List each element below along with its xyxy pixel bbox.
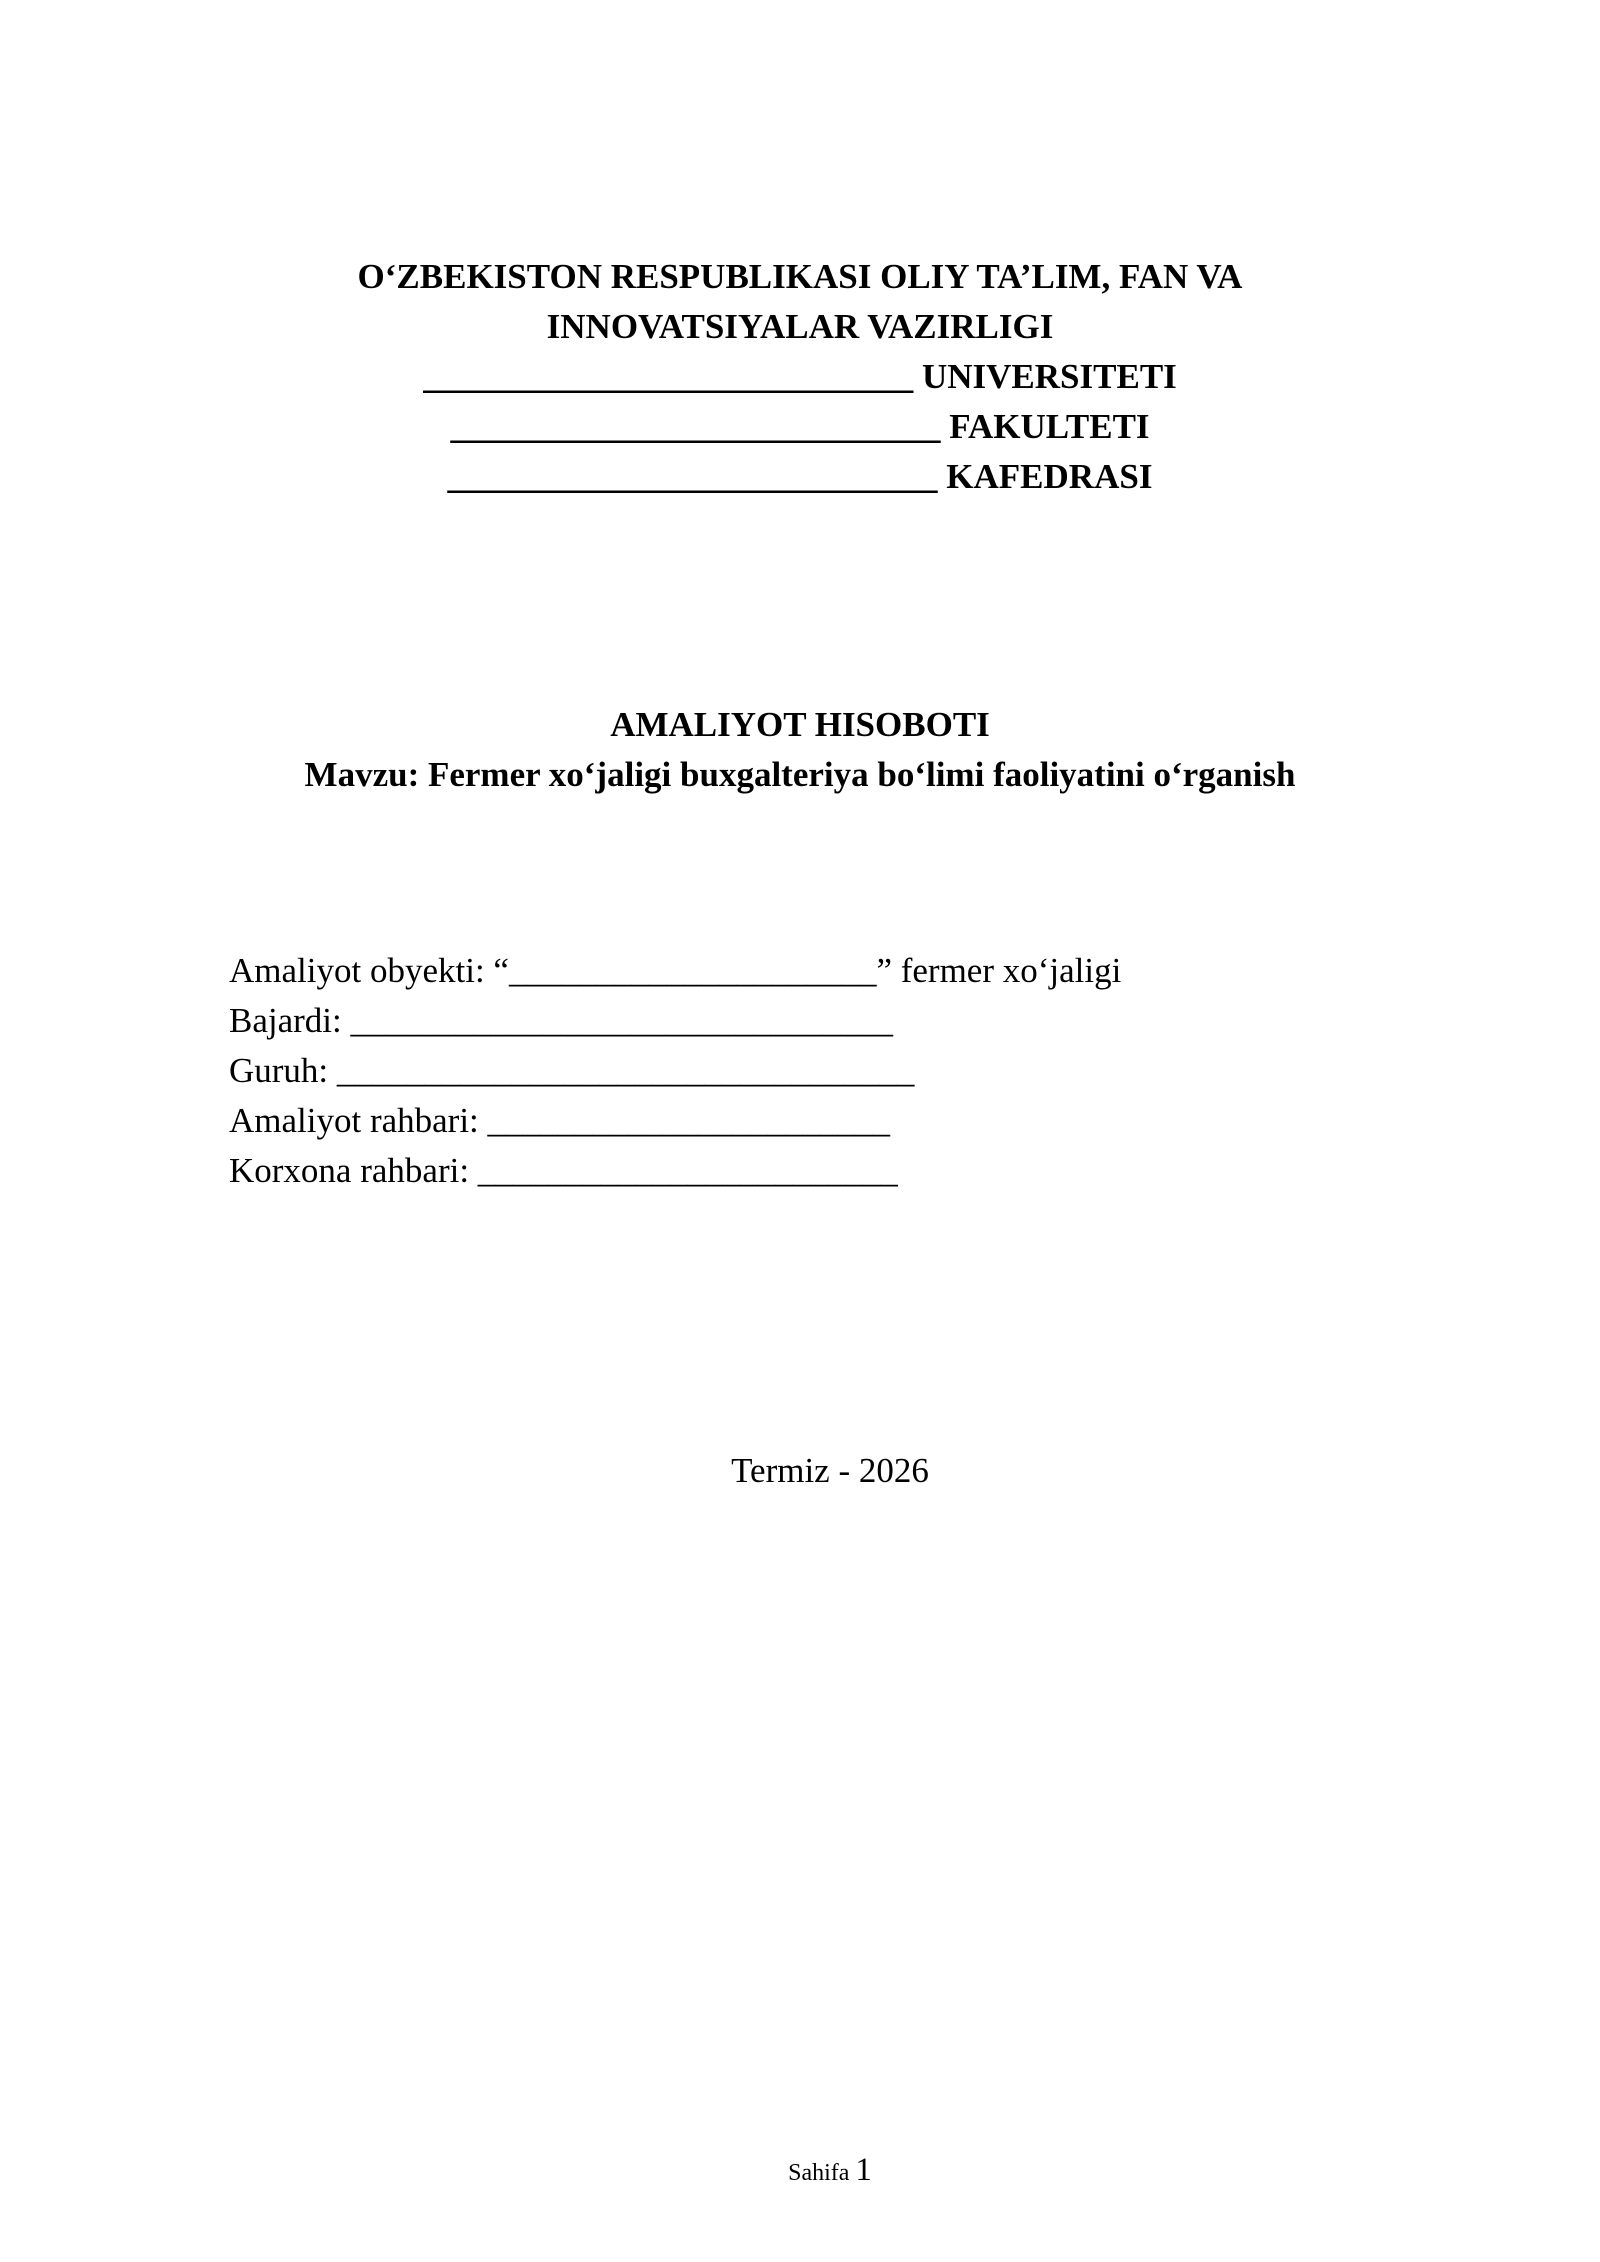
ministry-line-2: INNOVATSIYALAR VAZIRLIGI — [546, 307, 1054, 346]
report-title-block — [0, 700, 1600, 800]
enterprise-head-field: Korxona rahbari: ________________________ — [229, 1151, 898, 1190]
faculty-line: ____________________________ FAKULTETI — [450, 407, 1150, 446]
page-label: Sahifa — [788, 2160, 850, 2186]
university-line: ____________________________ UNIVERSITETI — [423, 357, 1177, 396]
ministry-line-1: O‘ZBEKISTON RESPUBLIKASI OLIY TA’LIM, FAN VA — [357, 257, 1243, 296]
department-line: ____________________________ KAFEDRASI — [447, 457, 1153, 496]
report-topic: Mavzu: Fermer xo‘jaligi buxgalteriya bo‘limi faoliyatini o‘rganish — [304, 755, 1296, 794]
page-footer — [0, 2150, 1600, 2193]
practice-object-field: Amaliyot obyekti: “_____________________” fermer xo‘jaligi — [229, 951, 1122, 990]
report-details — [229, 946, 1429, 1196]
group-field: Guruh: _________________________________ — [229, 1051, 915, 1090]
performed-by-field: Bajardi: _______________________________ — [229, 1001, 893, 1040]
report-title: AMALIYOT HISOBOTI — [610, 705, 990, 744]
page-number: 1 — [855, 2152, 872, 2188]
practice-supervisor-field: Amaliyot rahbari: _______________________ — [229, 1101, 891, 1140]
city-year: Termiz - 2026 — [731, 1451, 929, 1490]
institution-header — [0, 252, 1600, 502]
